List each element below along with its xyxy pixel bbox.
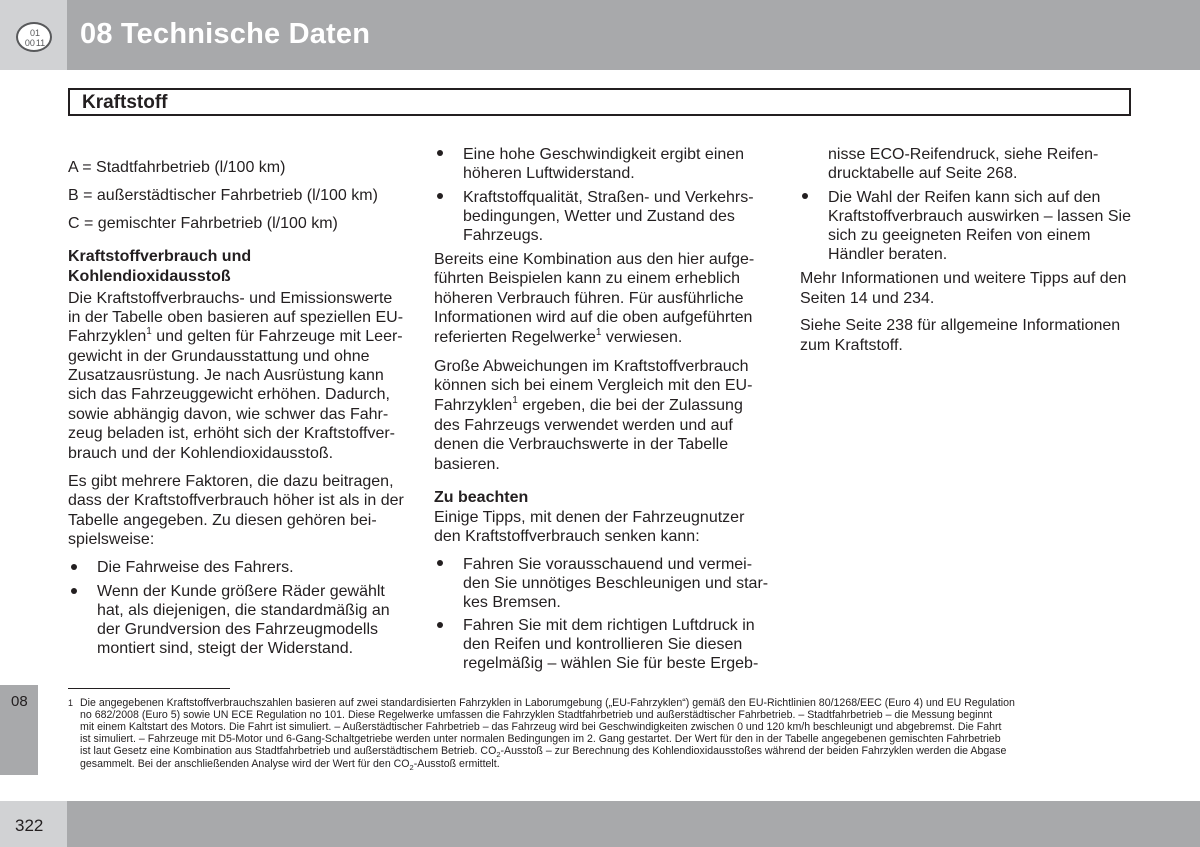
paragraph-line: in der Tabelle oben basieren auf speziellen EU- [68,309,404,326]
paragraph-line: Seiten 14 und 234. [800,290,935,307]
paragraph-line: Fahrzyklen$^1$ ergeben, die bei der Zulassung [434,394,743,414]
bullet-dot [71,588,77,594]
bullet-dot [437,193,443,199]
footnote-line: ist laut Gesetz eine Kombination aus Stadtfahrbetrieb und außerstädtischem Betrieb. $CO_2$-Ausstoß – zur Berechnung des Kohlendioxidausstoßes während der beiden Fahrzyklen werden die Abgase [80,745,1007,760]
paragraph-line: höheren Verbrauch führen. Für ausführliche [434,290,744,307]
heading-line: Kraftstoffverbrauch und [68,248,252,265]
section-title: Kraftstoff [82,92,168,113]
paragraph-line: brauch und der Kohlendioxidausstoß. [68,445,334,462]
bullet-line: bedingungen, Wetter und Zustand des [463,208,735,225]
bullet-line: Wenn der Kunde größere Räder gewählt [97,583,385,600]
bullet-line: Die Fahrweise des Fahrers. [97,559,294,576]
paragraph-line: spielsweise: [68,531,155,548]
paragraph-line: des Fahrzeugs verwendet werden und auf [434,417,733,434]
bullet-dot [437,560,443,566]
paragraph-line: basieren. [434,456,500,473]
footnote-line: gesammelt. Bei der anschließenden Analyse wird der Wert für den $CO_2$-Ausstoß ermittelt. [80,758,500,773]
bullet-line: Kraftstoffverbrauch auswirken – lassen Sie [828,208,1131,225]
bullet-line: Die Wahl der Reifen kann sich auf den [828,189,1101,206]
bullet-line: der Grundversion des Fahrzeugmodells [97,621,379,638]
paragraph-line: zeug beladen ist, erhöht sich der Kraftstoffver- [68,425,395,442]
svg-text:0011: 0011 [24,38,46,48]
bullet-line: Fahren Sie mit dem richtigen Luftdruck in [463,617,755,634]
paragraph-line: Es gibt mehrere Faktoren, die dazu beitragen, [68,473,394,490]
heading-line: Kohlendioxidausstoß [68,268,231,285]
bullet-line: den Sie unnötiges Beschleunigen und star- [463,575,769,592]
chapter-header-tab [0,0,67,70]
paragraph-line: Große Abweichungen im Kraftstoffverbrauch [434,358,749,375]
chapter-title: 08 Technische Daten [80,18,371,50]
paragraph-line: den Kraftstoffverbrauch senken kann: [434,528,700,545]
legend-a: A = Stadtfahrbetrieb (l/100 km) [68,159,286,176]
svg-text:01: 01 [29,28,41,38]
bullet-line: nisse ECO-Reifendruck, siehe Reifen- [828,146,1099,163]
bullet-line: sich zu geeigneten Reifen von einem [828,227,1091,244]
footnote-line: ist simuliert. – Fahrzeuge mit D5-Motor und 6-Gang-Schaltgetriebe werden unter normalen Bedingungen im 2. Gang gestartet. Der Wert für den in der Tabelle angegebenen gemischten Fahrbetrieb [80,733,1001,745]
page-footer-bar [0,801,1200,847]
paragraph-line: Mehr Informationen und weitere Tipps auf den [800,270,1127,287]
legend-c: C = gemischter Fahrbetrieb (l/100 km) [68,215,338,232]
bullet-line: hat, als diejenigen, die standardmäßig an [97,602,390,619]
paragraph-line: referierten Regelwerke$^1$ verwiesen. [434,326,683,346]
bullet-line: montiert sind, steigt der Widerstand. [97,640,354,657]
bullet-line: höheren Luftwiderstand. [463,165,635,182]
bullet-dot [437,150,443,156]
bullet-dot [437,622,443,628]
chapter-side-tab [0,685,38,775]
subheading: Zu beachten [434,489,529,506]
section-title-box [68,88,1131,116]
paragraph-line: Bereits eine Kombination aus den hier aufge- [434,251,755,268]
footnote-mark: 1 [68,698,74,708]
footnote-ref: 1 [595,326,602,338]
page-number: 322 [15,816,44,835]
footnote-ref: 1 [146,325,152,337]
footnote-line: mit einem Kaltstart des Motors. Die Fahrt ist simuliert. – Außerstädtischer Fahrbetrieb – das Fahrzeug wird bei Geschwindigkeiten zwischen 0 und 120 km/h beschleunigt und abgebremst. Die Fahrt [80,721,1002,733]
footnote-ref: 1 [512,394,518,406]
bullet-line: drucktabelle auf Seite 268. [828,165,1018,182]
paragraph-line: können sich bei einem Vergleich mit den EU- [434,377,753,394]
paragraph-line: zum Kraftstoff. [800,337,903,354]
paragraph-line: Tabelle angegeben. Zu diesen gehören bei- [68,512,377,529]
paragraph-line: Zusatzausrüstung. Je nach Ausrüstung kann [68,367,384,384]
paragraph-line: Die Kraftstoffverbrauchs- und Emissionswerte [68,290,393,307]
bullet-line: Händler beraten. [828,246,948,263]
paragraph-line: führten Beispielen kann zu einem erheblich [434,270,740,287]
footnote-line: Die angegebenen Kraftstoffverbrauchszahlen basieren auf zwei standardisierten Fahrzyklen in Laborumgebung („EU-Fahrzyklen“) gemäß den EU-Richtlinien 80/1268/EEC (Euro 4) und EU Regulation [80,697,1015,709]
paragraph-line: sowie abhängig davon, wie schwer das Fahr- [68,406,389,423]
paragraph-line: Einige Tipps, mit denen der Fahrzeugnutzer [434,509,745,526]
bullet-line: Fahrzeugs. [463,227,544,244]
bullet-dot [802,193,808,199]
paragraph-line: sich das Fahrzeuggewicht erhöhen. Dadurch, [68,386,390,403]
bullet-line: kes Bremsen. [463,594,561,611]
bullet-line: Eine hohe Geschwindigkeit ergibt einen [463,146,745,163]
bullet-line: Kraftstoffqualität, Straßen- und Verkehrs- [463,189,754,206]
chapter-side-tab-label: 08 [11,693,28,710]
footnote-line: no 682/2008 (Euro 5) sowie UN ECE Regulation no 101. Diese Regelwerke umfassen die Fahrzyklen Stadtfahrbetrieb und außerstädtischer Fahrbetrieb. – Stadtfahrbetrieb – die Messung beginnt [80,709,993,721]
paragraph-line: gewicht in der Grundausstattung und ohne [68,348,370,365]
paragraph-line: Informationen wird auf die oben aufgeführten [434,309,753,326]
paragraph-line: denen die Verbrauchswerte in der Tabelle [434,436,729,453]
bullet-line: den Reifen und kontrollieren Sie diesen [463,636,743,653]
bullet-line: Fahren Sie vorausschauend und vermei- [463,556,753,573]
paragraph-line: dass der Kraftstoffverbrauch höher ist als in der [68,492,404,509]
bullet-dot [71,564,77,570]
paragraph-line: Fahrzyklen$^1$ und gelten für Fahrzeuge mit Leer- [68,325,403,345]
footnote-divider [68,688,230,689]
bullet-line: regelmäßig – wählen Sie für beste Ergeb- [463,655,759,672]
paragraph-line: Siehe Seite 238 für allgemeine Informationen [800,317,1121,334]
chapter-08-icon [16,22,52,52]
legend-b: B = außerstädtischer Fahrbetrieb (l/100 km) [68,187,378,204]
